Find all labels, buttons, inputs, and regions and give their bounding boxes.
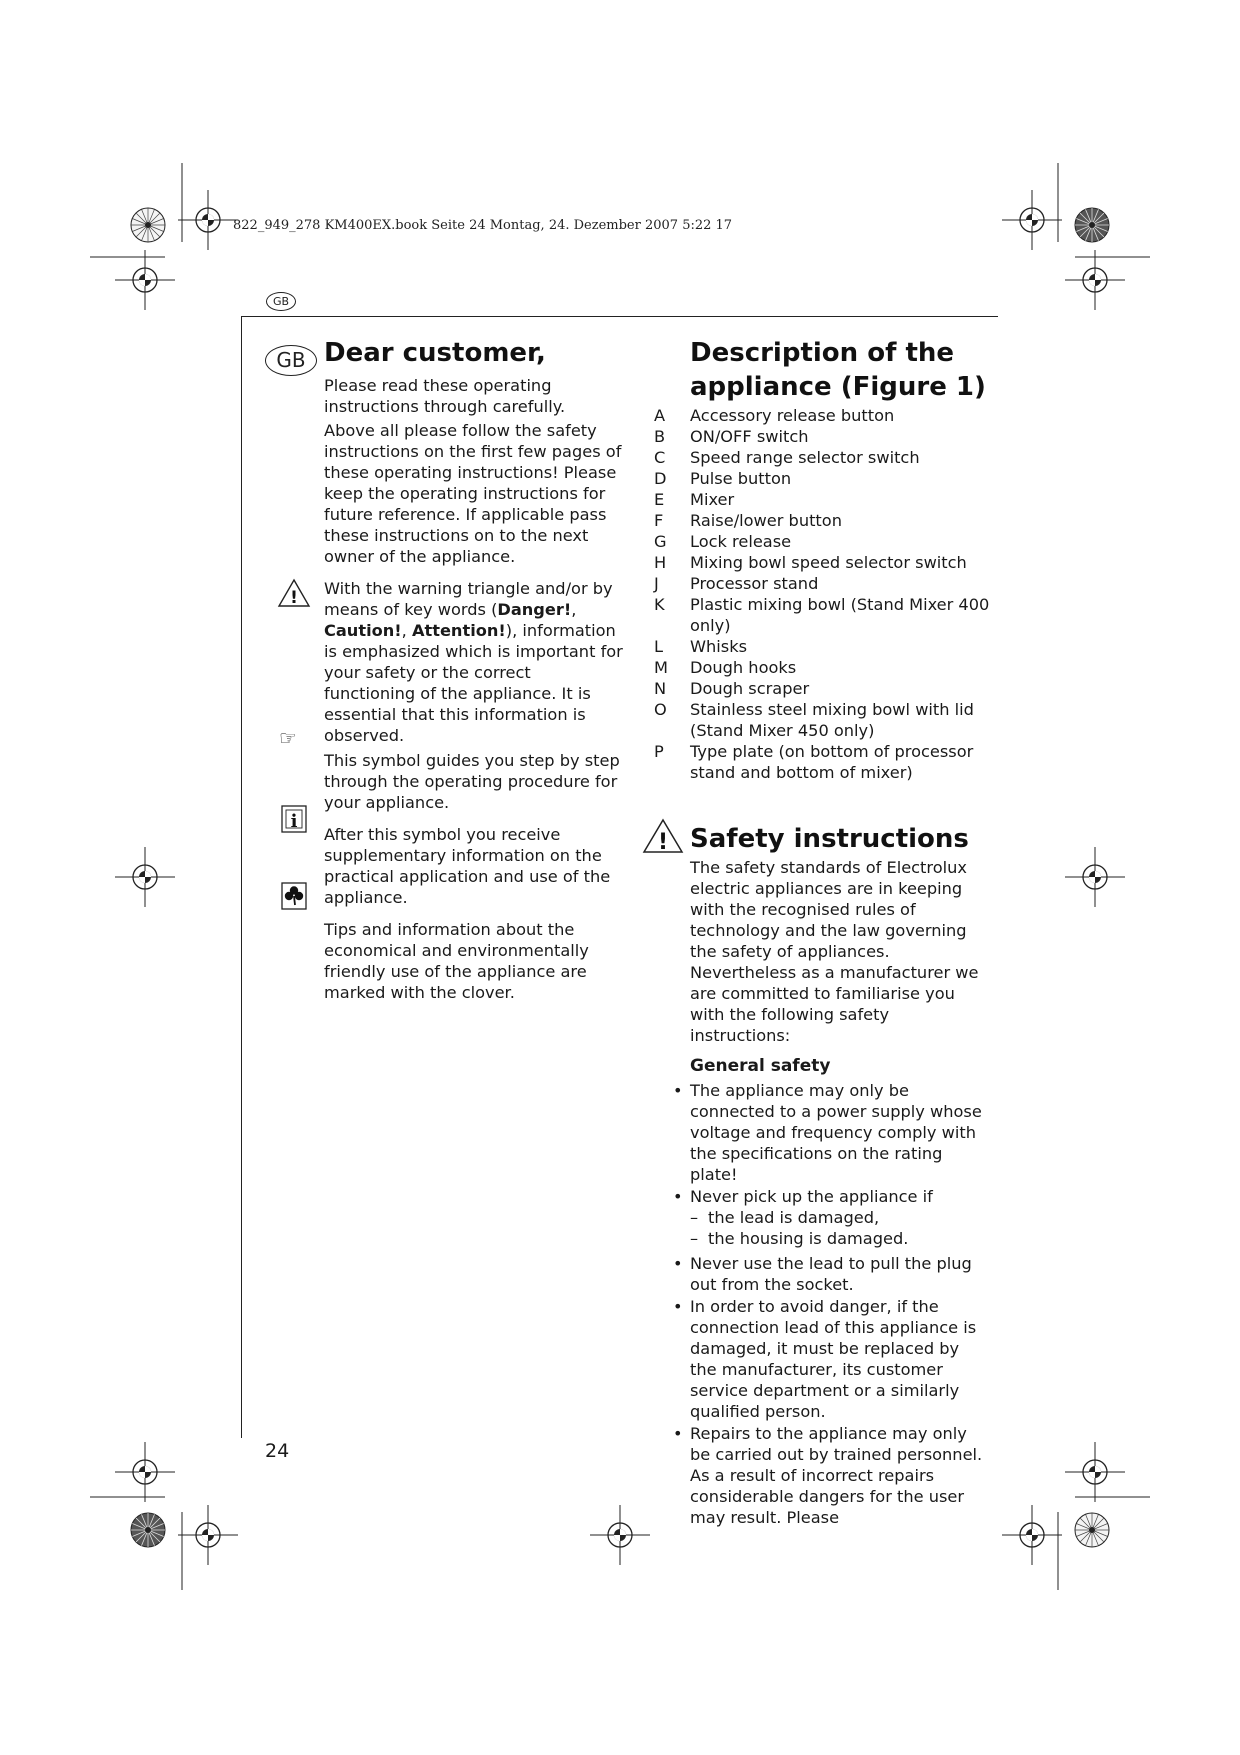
legend-label: Processor stand (690, 574, 819, 593)
pointing-hand-icon: ☞ (279, 726, 297, 750)
safety-title: Safety instructions (690, 824, 969, 854)
legend-key: L (654, 637, 664, 656)
list-item (654, 489, 990, 510)
clover-icon (281, 882, 307, 910)
warning-paragraph: With the warning triangle and/or by means of key words (Danger!, Caution!, Attention!), information is emphasized which is important for your safety or the correct functioning of the appliance. It is essential that this information is observed. (324, 579, 623, 745)
intro-para-2: Above all please follow the safety instructions on the first few pages of these operating instructions! Please keep the operating instructions for future reference. If applicable pass these instructions on to the next owner of the appliance. (324, 421, 622, 566)
dear-customer-section (324, 336, 624, 1003)
safety-intro: The safety standards of Electrolux electric appliances are in keeping with the recognised rules of technology and the law governing the safety of appliances. Nevertheless as a manufacturer we are committed to familiarise you with the following safety instructions: (690, 858, 979, 1045)
legend-label: Accessory release button (690, 406, 895, 425)
list-item: • Never use the lead to pull the plug out from the socket. (690, 1253, 990, 1295)
warning-triangle-icon (277, 578, 311, 608)
info-paragraph: After this symbol you receive supplementary information on the practical application and use of the appliance. (324, 825, 611, 907)
language-badge: GB (265, 345, 317, 376)
list-item (654, 405, 990, 426)
legend-label: Lock release (690, 532, 792, 551)
list-item (654, 552, 990, 573)
dear-customer-title: Dear customer, (324, 338, 546, 368)
parts-legend (654, 405, 990, 783)
list-item (654, 573, 990, 594)
sub-list (690, 1207, 990, 1249)
legend-label: Raise/lower button (690, 511, 842, 530)
legend-label: Speed range selector switch (690, 448, 920, 467)
page-number: 24 (265, 1440, 290, 1462)
list-item: • The appliance may only be connected to a power supply whose voltage and frequency comply with the specifications on the rating plate! (690, 1080, 990, 1185)
legend-label: Type plate (on bottom of processor stand and bottom of mixer) (690, 742, 974, 782)
list-item (654, 468, 990, 489)
legend-key: G (654, 532, 667, 551)
legend-label: Mixer (690, 490, 735, 509)
step-paragraph: This symbol guides you step by step through the operating procedure for your appliance. (324, 751, 620, 812)
legend-key: F (654, 511, 664, 530)
list-item (654, 636, 990, 657)
list-item: – the housing is damaged. (690, 1228, 990, 1249)
left-rule (241, 316, 242, 1438)
warning-triangle-icon (642, 818, 684, 854)
print-header: 822_949_278 KM400EX.book Seite 24 Montag, 24. Dezember 2007 5:22 17 (233, 218, 733, 233)
legend-label: Stainless steel mixing bowl with lid (Stand Mixer 450 only) (690, 700, 974, 740)
keyword-danger: Danger! (497, 600, 572, 619)
list-item: • Repairs to the appliance may only be carried out by trained personnel. As a result of incorrect repairs considerable dangers for the user may result. Please (690, 1423, 990, 1528)
list-item: • In order to avoid danger, if the connection lead of this appliance is damaged, it must be replaced by the manufacturer, its customer service department or a similarly qualified person. (690, 1296, 990, 1422)
legend-key: C (654, 448, 666, 467)
legend-key: O (654, 700, 667, 719)
general-safety-heading: General safety (690, 1056, 831, 1076)
svg-text:!: ! (290, 588, 298, 608)
legend-label: Whisks (690, 637, 748, 656)
legend-key: D (654, 469, 667, 488)
language-tab: GB (266, 292, 296, 311)
info-icon (281, 805, 307, 833)
keyword-attention: Attention! (411, 621, 506, 640)
list-item (654, 678, 990, 699)
legend-label: Mixing bowl speed selector switch (690, 553, 967, 572)
list-item (654, 426, 990, 447)
list-item (654, 447, 990, 468)
list-item (654, 594, 990, 636)
legend-key: E (654, 490, 665, 509)
clover-paragraph: Tips and information about the economical and environmentally friendly use of the appliance are marked with the clover. (324, 920, 589, 1002)
svg-text:i: i (290, 811, 298, 832)
legend-key: B (654, 427, 666, 446)
list-item (654, 741, 990, 783)
legend-key: K (654, 595, 665, 614)
legend-key: J (654, 574, 659, 593)
legend-key: M (654, 658, 668, 677)
description-title (690, 336, 990, 404)
list-item (654, 657, 990, 678)
legend-label: ON/OFF switch (690, 427, 809, 446)
list-item (654, 699, 990, 741)
list-item: • Never pick up the appliance if – the lead is damaged, – the housing is damaged. (690, 1186, 990, 1249)
legend-key: P (654, 742, 664, 761)
legend-label: Plastic mixing bowl (Stand Mixer 400 only) (690, 595, 990, 635)
list-item: – the lead is damaged, (690, 1207, 990, 1228)
list-item (654, 510, 990, 531)
legend-label: Pulse button (690, 469, 792, 488)
svg-text:!: ! (657, 830, 669, 854)
safety-section (690, 822, 990, 1528)
keyword-caution: Caution! (324, 621, 402, 640)
legend-label: Dough scraper (690, 679, 810, 698)
legend-key: A (654, 406, 666, 425)
description-section (654, 336, 990, 783)
description-title-line2: appliance (Figure 1) (690, 372, 986, 402)
top-rule (241, 316, 998, 317)
legend-key: N (654, 679, 667, 698)
description-title-line1: Description of the (690, 338, 955, 368)
list-item (654, 531, 990, 552)
safety-bullets (690, 1080, 990, 1528)
legend-label: Dough hooks (690, 658, 797, 677)
legend-key: H (654, 553, 667, 572)
intro-para-1: Please read these operating instructions through carefully. (324, 376, 566, 416)
